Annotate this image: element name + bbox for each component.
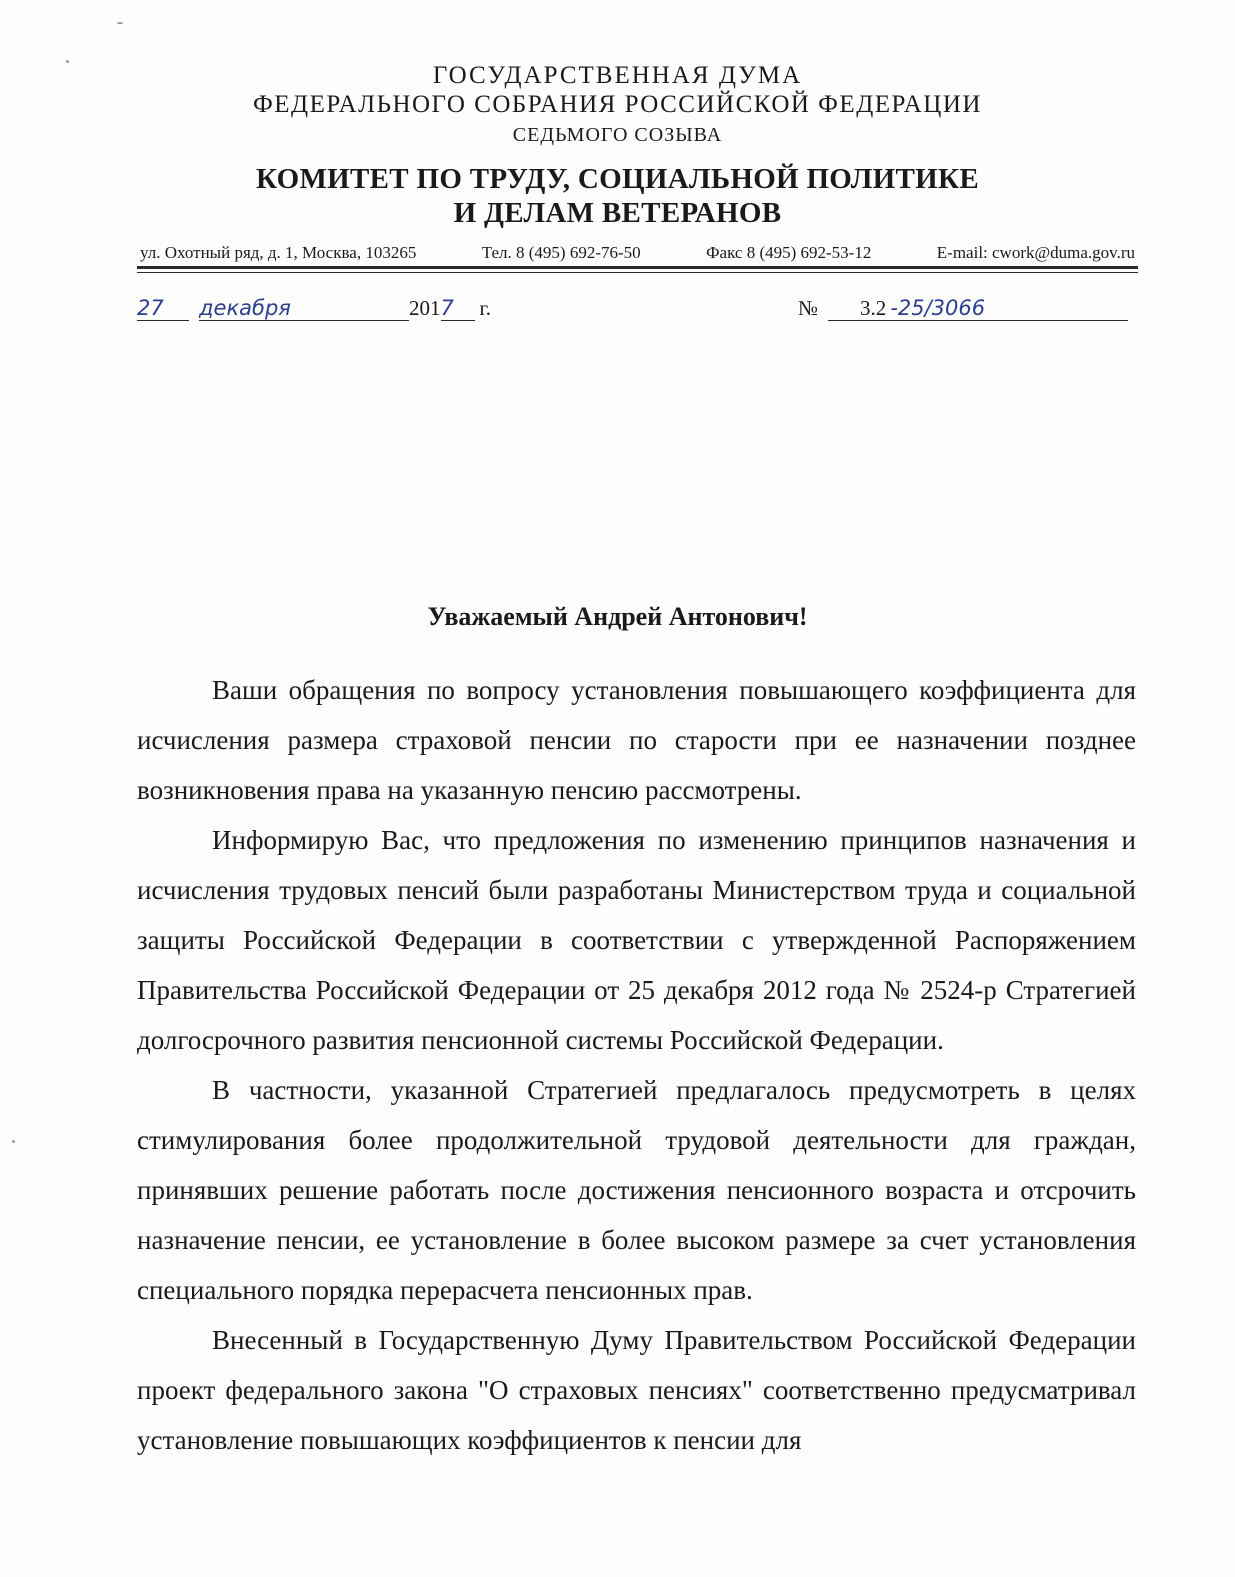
date-year-prefix: 201 (409, 296, 441, 320)
body-paragraph: Информирую Вас, что предложения по изменению принципов назначения и исчисления трудовых пенсий были разработаны Министерством труда и социальной защиты Российской Федерации в соответствии с утвержденной Распоряжением Правительства Российской Федерации от 25 декабря 2012 года № 2524-р Стратегией долгосрочного развития пенсионной системы Российской Федерации. (137, 825, 1136, 1055)
scan-speck (117, 22, 123, 24)
greeting: Уважаемый Андрей Антонович! (427, 602, 808, 631)
date-month: декабря (199, 296, 291, 320)
header-rule-thin (137, 272, 1138, 273)
committee-title-line1: КОМИТЕТ ПО ТРУДУ, СОЦИАЛЬНОЙ ПОЛИТИКЕ (256, 163, 979, 195)
number-label: № (798, 296, 819, 320)
committee-title-line2: И ДЕЛАМ ВЕТЕРАНОВ (453, 197, 782, 229)
contact-fax: Факс 8 (495) 692-53-12 (706, 243, 872, 262)
contact-phone: Тел. 8 (495) 692-76-50 (481, 243, 641, 262)
date-year-suffix: г. (479, 296, 491, 320)
contact-email: E-mail: cwork@duma.gov.ru (936, 243, 1135, 262)
letter-number (798, 296, 1128, 321)
date-year-field (441, 296, 475, 321)
body-paragraph: В частности, указанной Стратегией предлагалось предусмотреть в целях стимулирования более продолжительной трудовой деятельности для граждан, принявших решение работать после достижения пенсионного возраста и отсрочить назначение пенсии, ее установление в более высоком размере за счет установления специального порядка перерасчета пенсионных прав. (137, 1075, 1136, 1305)
header-rule-thick (137, 266, 1138, 269)
body-paragraph: Внесенный в Государственную Думу Правительством Российской Федерации проект федерального закона "О страховых пенсиях" соответственно предусматривал установление повышающих коэффициентов к пенсии для (137, 1325, 1136, 1455)
header-duma: ГОСУДАРСТВЕННАЯ ДУМА (432, 62, 803, 89)
date-year-digit: 7 (440, 296, 454, 320)
scan-speck (12, 1140, 15, 1143)
date-month-field (199, 296, 409, 321)
number-handwritten: -25/3066 (890, 296, 986, 320)
header-convocation: СЕДЬМОГО СОЗЫВА (512, 124, 723, 146)
letter-date (137, 296, 491, 321)
number-printed: 3.2 (860, 296, 887, 320)
letter-body (137, 665, 1136, 1465)
date-day-field (137, 296, 189, 321)
contact-address: ул. Охотный ряд, д. 1, Москва, 103265 (140, 243, 417, 262)
date-day: 27 (137, 296, 164, 320)
header-federal-assembly: ФЕДЕРАЛЬНОГО СОБРАНИЯ РОССИЙСКОЙ ФЕДЕРАЦИИ (253, 91, 982, 118)
body-paragraph: Ваши обращения по вопросу установления повышающего коэффициента для исчисления размера страховой пенсии по старости при ее назначении позднее возникновения права на указанную пенсию рассмотрены. (137, 675, 1136, 805)
contacts-line (140, 243, 1135, 263)
number-field (828, 296, 1128, 321)
